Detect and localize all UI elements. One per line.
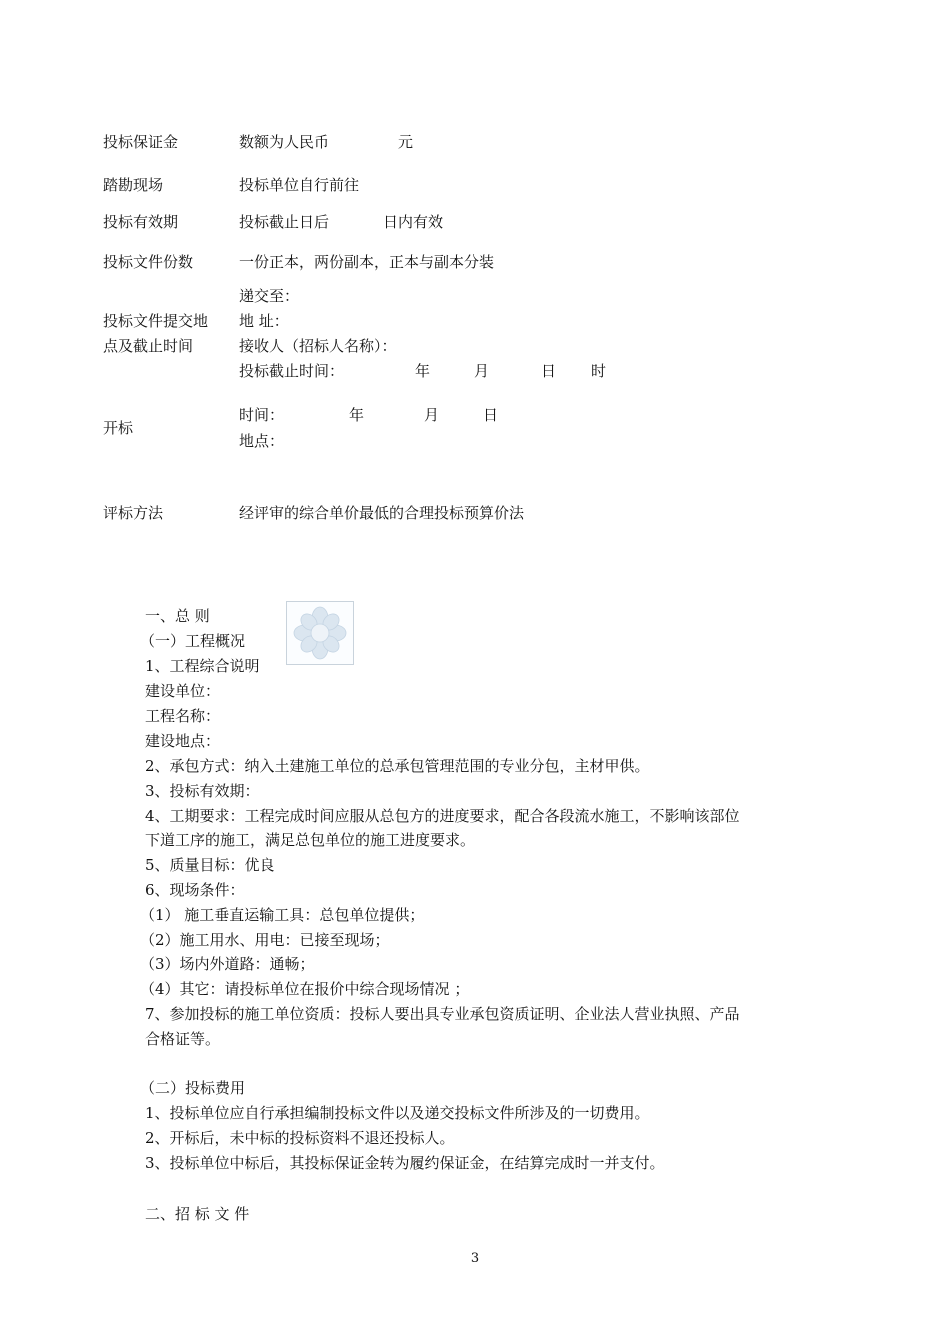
submit-receiver: 接收人（招标人名称）：	[239, 337, 397, 355]
deadline-hour: 时	[591, 362, 607, 380]
section1-sub2: （二）投标费用	[140, 1079, 246, 1097]
section1-line-7a: 4、工期要求：工程完成时间应服从总包方的进度要求，配合各段流水施工，不影响该部位	[145, 807, 740, 825]
eval-value: 经评审的综合单价最低的合理投标预算价法	[239, 504, 525, 522]
opening-place: 地点：	[239, 432, 285, 450]
bond-unit: 元	[398, 133, 414, 151]
opening-label: 开标	[103, 419, 134, 437]
section1-line-9: 6、现场条件：	[145, 881, 245, 899]
section1-line-13: （4）其它：请投标单位在报价中综合现场情况 ；	[140, 980, 470, 998]
copies-value: 一份正本，两份副本，正本与副本分装	[239, 253, 495, 271]
section1-line-11: （2）施工用水、用电：已接至现场；	[140, 931, 390, 949]
fees-line-1: 1、投标单位应自行承担编制投标文件以及递交投标文件所涉及的一切费用。	[145, 1104, 650, 1122]
validity-label: 投标有效期	[103, 213, 179, 231]
section1-line-5: 2、承包方式：纳入土建施工单位的总承包管理范围的专业分包，主材甲供。	[145, 757, 650, 775]
bond-text: 数额为人民币	[239, 133, 330, 151]
section1-line-4: 建设地点：	[145, 732, 221, 750]
submit-deadline: 投标截止时间：	[239, 362, 345, 380]
fees-line-2: 2、开标后，未中标的投标资料不退还投标人。	[145, 1129, 455, 1147]
opening-day: 日	[483, 406, 499, 424]
section1-line-1: 1、工程综合说明	[145, 657, 260, 675]
fees-line-3: 3、投标单位中标后，其投标保证金转为履约保证金，在结算完成时一并支付。	[145, 1154, 665, 1172]
copies-label: 投标文件份数	[103, 253, 194, 271]
section1-line-7b: 下道工序的施工，满足总包单位的施工进度要求。	[145, 831, 476, 849]
section1-line-3: 工程名称：	[145, 707, 221, 725]
validity-suffix: 日内有效	[383, 213, 444, 231]
opening-time: 时间：	[239, 406, 285, 424]
eval-label: 评标方法	[103, 504, 164, 522]
validity-text: 投标截止日后	[239, 213, 330, 231]
deadline-day: 日	[541, 362, 557, 380]
section2-heading: 二、招 标 文 件	[145, 1205, 250, 1223]
page-number: 3	[470, 1251, 480, 1266]
submit-label-1: 投标文件提交地	[103, 312, 209, 330]
site-value: 投标单位自行前往	[239, 176, 360, 194]
deadline-year: 年	[415, 362, 431, 380]
submit-label-2: 点及截止时间	[103, 337, 194, 355]
section1-line-12: （3）场内外道路：通畅；	[140, 955, 315, 973]
opening-year: 年	[349, 406, 365, 424]
section1-sub1: （一）工程概况	[140, 632, 246, 650]
section1-line-6: 3、投标有效期：	[145, 782, 260, 800]
deadline-month: 月	[474, 362, 490, 380]
section1-line-8: 5、质量目标：优良	[145, 856, 275, 874]
opening-month: 月	[424, 406, 440, 424]
section1-line-14b: 合格证等。	[145, 1030, 221, 1048]
submit-to: 递交至：	[239, 287, 300, 305]
flower-emblem-icon	[286, 601, 354, 665]
section1-line-14a: 7、参加投标的施工单位资质：投标人要出具专业承包资质证明、企业法人营业执照、产品	[145, 1005, 740, 1023]
section1-line-2: 建设单位：	[145, 682, 221, 700]
site-label: 踏勘现场	[103, 176, 164, 194]
bond-label: 投标保证金	[103, 133, 179, 151]
section1-line-10: （1） 施工垂直运输工具：总包单位提供；	[140, 906, 425, 924]
submit-address: 地 址：	[239, 312, 289, 330]
section1-heading: 一、总 则	[145, 607, 210, 625]
